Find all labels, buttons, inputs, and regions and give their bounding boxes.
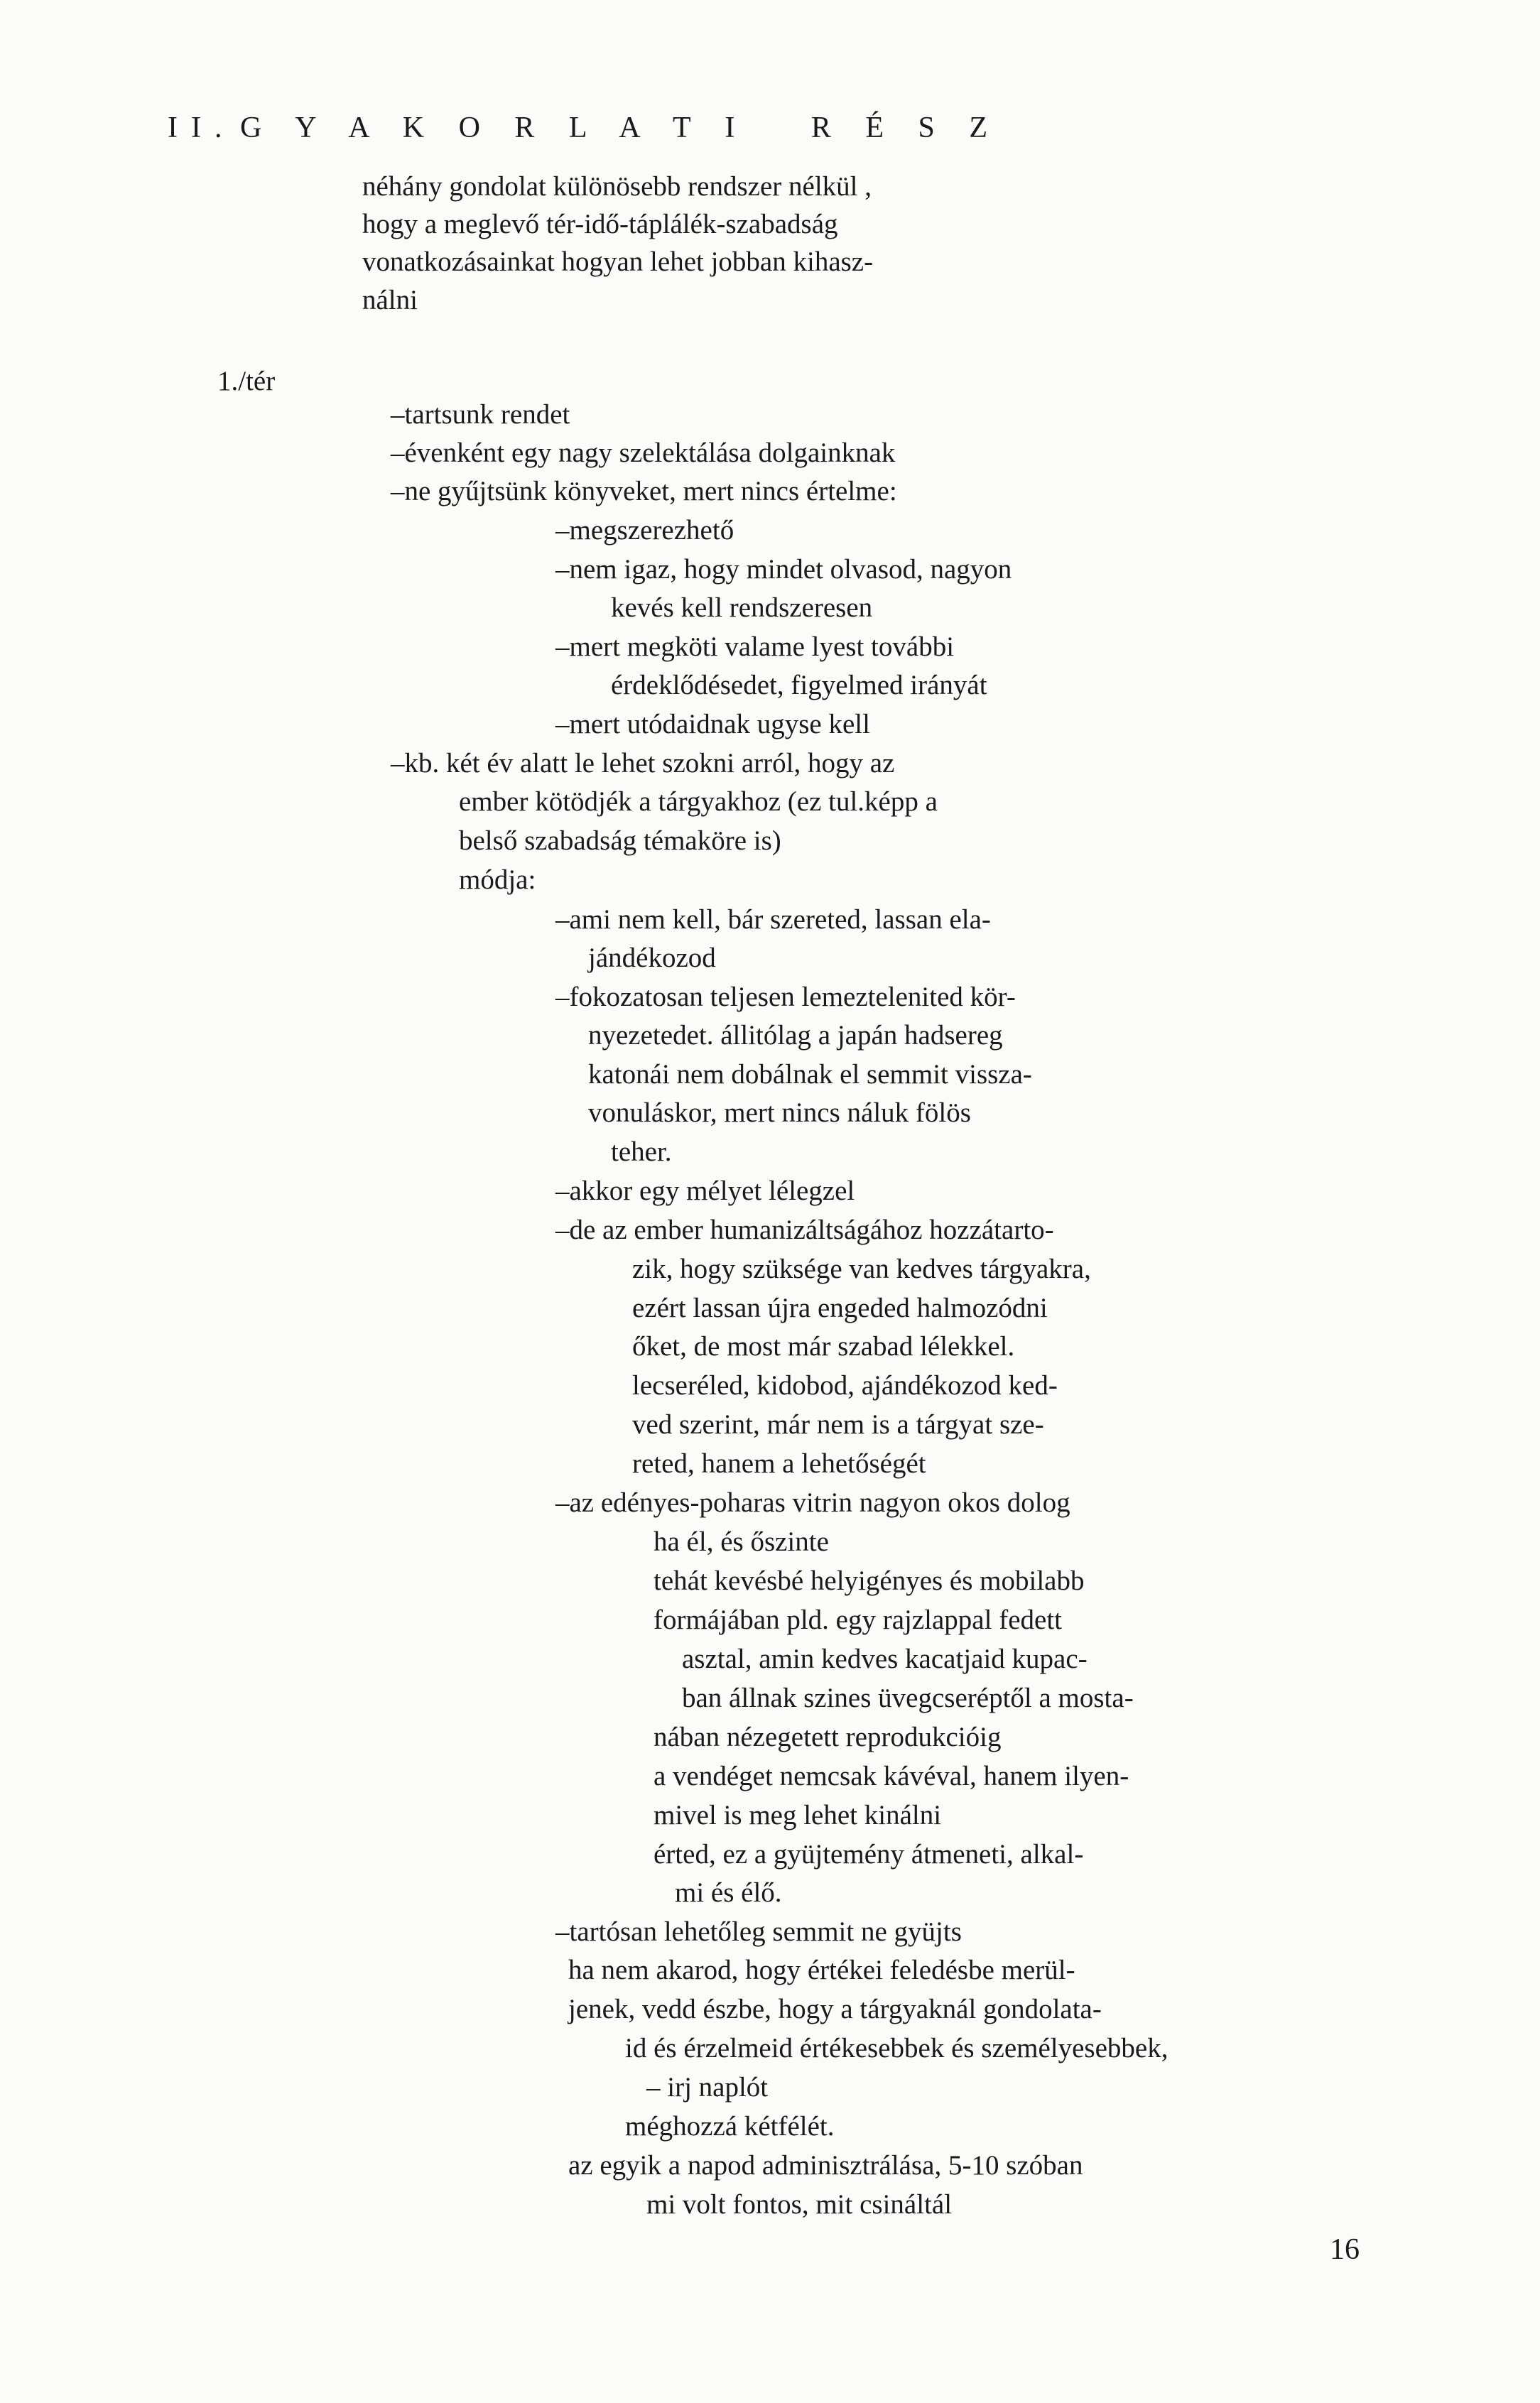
text-line: tehát kevésbé helyigényes és mobilabb — [654, 1566, 1085, 1596]
text-line: –mert megköti valame lyest további — [555, 631, 955, 662]
text-line: nában nézegetett reprodukcióig — [654, 1722, 1002, 1752]
text-line: kevés kell rendszeresen — [611, 592, 873, 623]
text-line: a vendéget nemcsak kávéval, hanem ilyen- — [654, 1761, 1129, 1791]
text-line: –ami nem kell, bár szereted, lassan ela- — [555, 904, 991, 935]
text-line: –mert utódaidnak ugyse kell — [555, 709, 870, 739]
text-line: asztal, amin kedves kacatjaid kupac- — [682, 1644, 1088, 1674]
text-line: az egyik a napod adminisztrálása, 5-10 szóban — [568, 2150, 1083, 2181]
text-line: reted, hanem a lehetőségét — [632, 1448, 926, 1479]
text-line: ezért lassan újra engeded halmozódni — [632, 1293, 1048, 1323]
text-line: vonuláskor, mert nincs náluk fölös — [588, 1097, 971, 1128]
text-line: nyezetedet. állitólag a japán hadsereg — [588, 1020, 1003, 1051]
text-line: belső szabadság témaköre is) — [459, 825, 781, 856]
section-label: 1./tér — [217, 366, 276, 396]
text-line: –az edényes-poharas vitrin nagyon okos dolog — [555, 1487, 1070, 1518]
text-line: ha nem akarod, hogy értékei feledésbe merül- — [568, 1955, 1075, 1985]
text-line: ban állnak szines üvegcseréptől a mosta- — [682, 1683, 1134, 1713]
text-line: – irj naplót — [646, 2072, 769, 2103]
text-line: katonái nem dobálnak el semmit vissza- — [588, 1059, 1032, 1090]
intro-line: néhány gondolat különösebb rendszer nélkül , — [362, 171, 872, 202]
text-line: teher. — [611, 1137, 672, 1167]
text-line: –nem igaz, hogy mindet olvasod, nagyon — [555, 554, 1012, 585]
text-line: módja: — [459, 864, 536, 895]
text-line: ha él, és őszinte — [654, 1526, 829, 1557]
text-line: érted, ez a gyüjtemény átmeneti, alkal- — [654, 1839, 1084, 1870]
text-line: jándékozod — [588, 943, 716, 973]
text-line: formájában pld. egy rajzlappal fedett — [654, 1605, 1062, 1635]
text-line: id és érzelmeid értékesebbek és személyesebbek, — [625, 2033, 1168, 2063]
text-line: –évenként egy nagy szelektálása dolgainknak — [391, 438, 896, 468]
intro-line: hogy a meglevő tér-idő-táplálék-szabadság — [362, 209, 838, 239]
section-roman-numeral: II. — [168, 112, 236, 144]
text-line: lecseréled, kidobod, ajándékozod ked- — [632, 1370, 1058, 1401]
text-line: –ne gyűjtsünk könyveket, mert nincs értelme: — [391, 476, 897, 506]
text-line: jenek, vedd észbe, hogy a tárgyaknál gondolata- — [568, 1994, 1102, 2024]
intro-line: nálni — [362, 285, 418, 315]
text-line: ved szerint, már nem is a tárgyat sze- — [632, 1409, 1044, 1440]
text-line: zik, hogy szüksége van kedves tárgyakra, — [632, 1254, 1091, 1284]
text-line: méghozzá kétfélét. — [625, 2111, 835, 2142]
text-line: –akkor egy mélyet lélegzel — [555, 1176, 855, 1206]
text-line: –tartósan lehetőleg semmit ne gyüjts — [555, 1916, 962, 1947]
text-line: –tartsunk rendet — [391, 399, 570, 430]
text-line: mi és élő. — [675, 1877, 782, 1908]
text-line: mi volt fontos, mit csináltál — [646, 2189, 953, 2220]
section-heading: G Y A K O R L A T I R É S Z — [240, 112, 1002, 144]
intro-line: vonatkozásainkat hogyan lehet jobban kihasz- — [362, 246, 874, 277]
text-line: –kb. két év alatt le lehet szokni arról, hogy az — [391, 748, 895, 779]
text-line: –fokozatosan teljesen lemeztelenited kör- — [555, 982, 1016, 1012]
text-line: –megszerezhető — [555, 515, 734, 546]
page-number: 16 — [1330, 2233, 1360, 2266]
text-line: mivel is meg lehet kinálni — [654, 1800, 942, 1830]
text-line: érdeklődésedet, figyelmed irányát — [611, 670, 987, 700]
text-line: –de az ember humanizáltságához hozzátarto- — [555, 1215, 1054, 1245]
text-line: ember kötödjék a tárgyakhoz (ez tul.képp a — [459, 786, 938, 817]
text-line: őket, de most már szabad lélekkel. — [632, 1331, 1015, 1362]
